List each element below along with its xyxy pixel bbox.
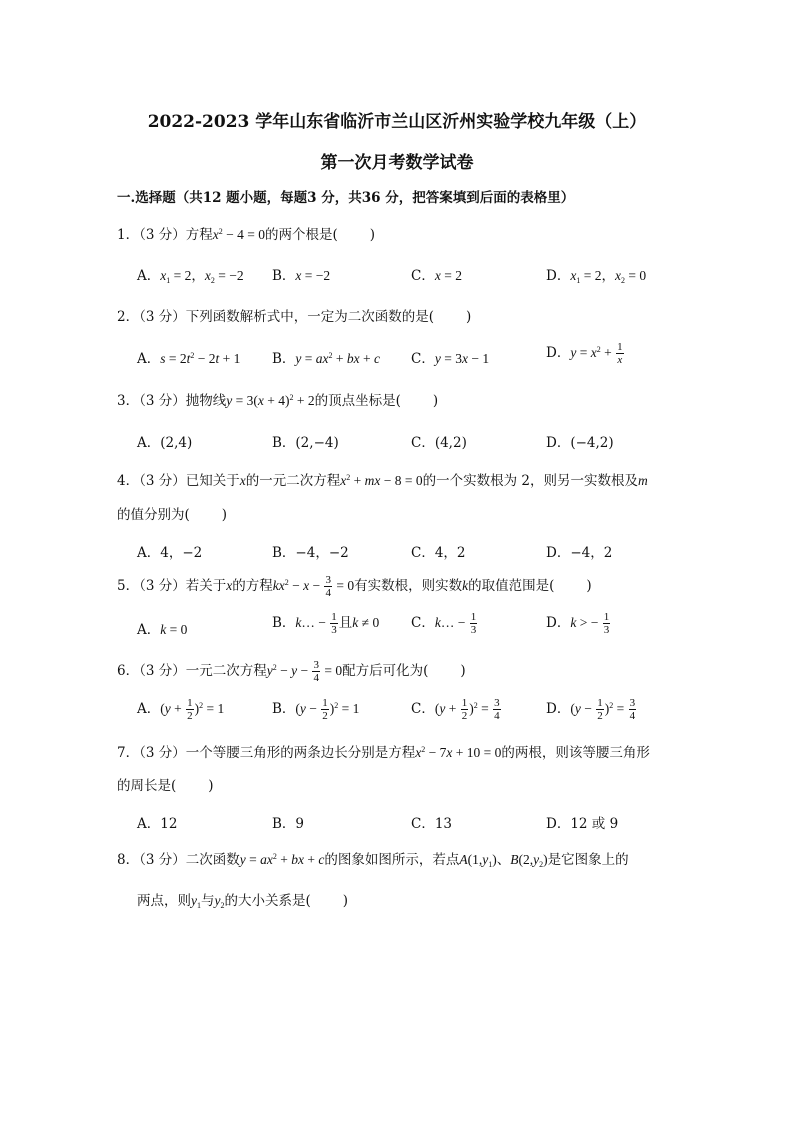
question-4: 4．（3 分）已知关于x的一元二次方程$x^2$ + mx − 8 = 0的一个实数根为 2，则另一实数根及m: [117, 473, 648, 489]
question-text: 下列函数解析式中，一定为二次函数的是(: [185, 309, 435, 325]
q7-option-a[interactable]: A．12: [137, 816, 178, 832]
question-7: 7．（3 分）一个等腰三角形的两条边长分别是方程$x^2 - 7x + 10 = 0$的两根，则该等腰三角形: [117, 745, 650, 761]
question-number: 3．（3 分）: [117, 393, 186, 409]
question-2: 2．（3 分）下列函数解析式中，一定为二次函数的是( ): [117, 309, 472, 325]
q7-option-b[interactable]: B．9: [272, 816, 305, 832]
question-8-line2: 两点，则$y_1$与$y_2$的大小关系是( ): [137, 893, 349, 910]
q7-option-d[interactable]: D．12 或 9: [546, 816, 619, 832]
q5-option-c[interactable]: C．k… − $\frac{1}{3}$: [411, 611, 477, 636]
q6-option-b[interactable]: B．(y − $\frac{1}{2}$ )$^2$ = 1: [272, 697, 360, 722]
question-7-line2: 的周长是( ): [117, 778, 214, 794]
q4-option-a[interactable]: A．4，−2: [137, 545, 203, 561]
q7-option-c[interactable]: C．13: [411, 816, 453, 832]
question-6: 6．（3 分）一元二次方程$y^2 - y$ − $\frac{3}{4}$ = 0配方后可化为( ): [117, 659, 466, 684]
q6-option-d[interactable]: D．(y − $\frac{1}{2}$ )$^2$ = $\frac{3}{4}$: [546, 697, 636, 722]
q3-option-c[interactable]: C．(4,2): [411, 435, 467, 451]
q1-option-c[interactable]: C．x = 2: [411, 268, 462, 284]
q2-option-d[interactable]: D．$y = x^2$ + $\frac{1}{x}$: [546, 341, 623, 366]
q6-option-a[interactable]: A．(y + $\frac{1}{2}$ )$^2$ = 1: [137, 697, 225, 722]
q3-option-b[interactable]: B．(2,−4): [272, 435, 339, 451]
exam-title-line2: 第一次月考数学试卷: [320, 153, 474, 173]
question-number: 6．（3 分）: [117, 663, 186, 679]
question-5: 5．（3 分）若关于x的方程$kx^2 - x$ − $\frac{3}{4}$ = 0有实数根，则实数k的取值范围是( ): [117, 574, 592, 599]
q5-option-b[interactable]: B．k… − $\frac{1}{3}$ 且k ≠ 0: [272, 611, 380, 636]
q5-option-a[interactable]: A．k = 0: [137, 622, 188, 638]
question-number: 4．（3 分）: [117, 473, 186, 489]
question-text: 方程: [185, 227, 213, 243]
question-1: 1．（3 分）方程$x^2 - 4 = 0$的两个根是( ): [117, 227, 376, 243]
question-number: 7．（3 分）: [117, 745, 186, 761]
q4-option-d[interactable]: D．−4，2: [546, 545, 613, 561]
question-3: 3．（3 分）抛物线$y = 3(x + 4)^2 + 2$的顶点坐标是( ): [117, 393, 439, 409]
question-number: 5．（3 分）: [117, 578, 186, 594]
q1-option-b[interactable]: B．x = −2: [272, 268, 331, 284]
question-text: 的两个根是(: [264, 227, 338, 243]
question-4-line2: 的值分别为( ): [117, 507, 228, 523]
q4-option-c[interactable]: C．4，2: [411, 545, 466, 561]
q1-option-a[interactable]: A．$x_1 = 2$，$x_2 = -2$: [137, 268, 244, 285]
question-8: 8．（3 分）二次函数$y = ax^2$ + bx + c的图象如图所示，若点$A(1,y_1)$、$B(2,y_2)$是它图象上的: [117, 852, 629, 869]
q2-option-b[interactable]: B．$y = ax^2$ + bx + c: [272, 351, 381, 367]
section-heading: 一.选择题（共12 题小题，每题3 分，共36 分，把答案填到后面的表格里）: [117, 190, 575, 206]
q2-option-c[interactable]: C．y = 3x − 1: [411, 351, 490, 367]
question-text: 抛物线: [185, 393, 227, 409]
question-number: 8．（3 分）: [117, 852, 186, 868]
q4-option-b[interactable]: B．−4，−2: [272, 545, 349, 561]
exam-title-line1: 2022-2023 学年山东省临沂市兰山区沂州实验学校九年级（上）: [147, 112, 647, 132]
q3-option-a[interactable]: A．(2,4): [137, 435, 193, 451]
q2-option-a[interactable]: A．$s = 2t^2 - 2t + 1$: [137, 351, 241, 367]
question-text: 的顶点坐标是(: [314, 393, 401, 409]
q1-option-d[interactable]: D．$x_1 = 2$，$x_2 = 0$: [546, 268, 647, 285]
question-number: 2．（3 分）: [117, 309, 186, 325]
question-number: 1．（3 分）: [117, 227, 186, 243]
q6-option-c[interactable]: C．(y + $\frac{1}{2}$ )$^2$ = $\frac{3}{4}$: [411, 697, 500, 722]
q5-option-d[interactable]: D．k > − $\frac{1}{3}$: [546, 611, 610, 636]
q3-option-d[interactable]: D．(−4,2): [546, 435, 614, 451]
